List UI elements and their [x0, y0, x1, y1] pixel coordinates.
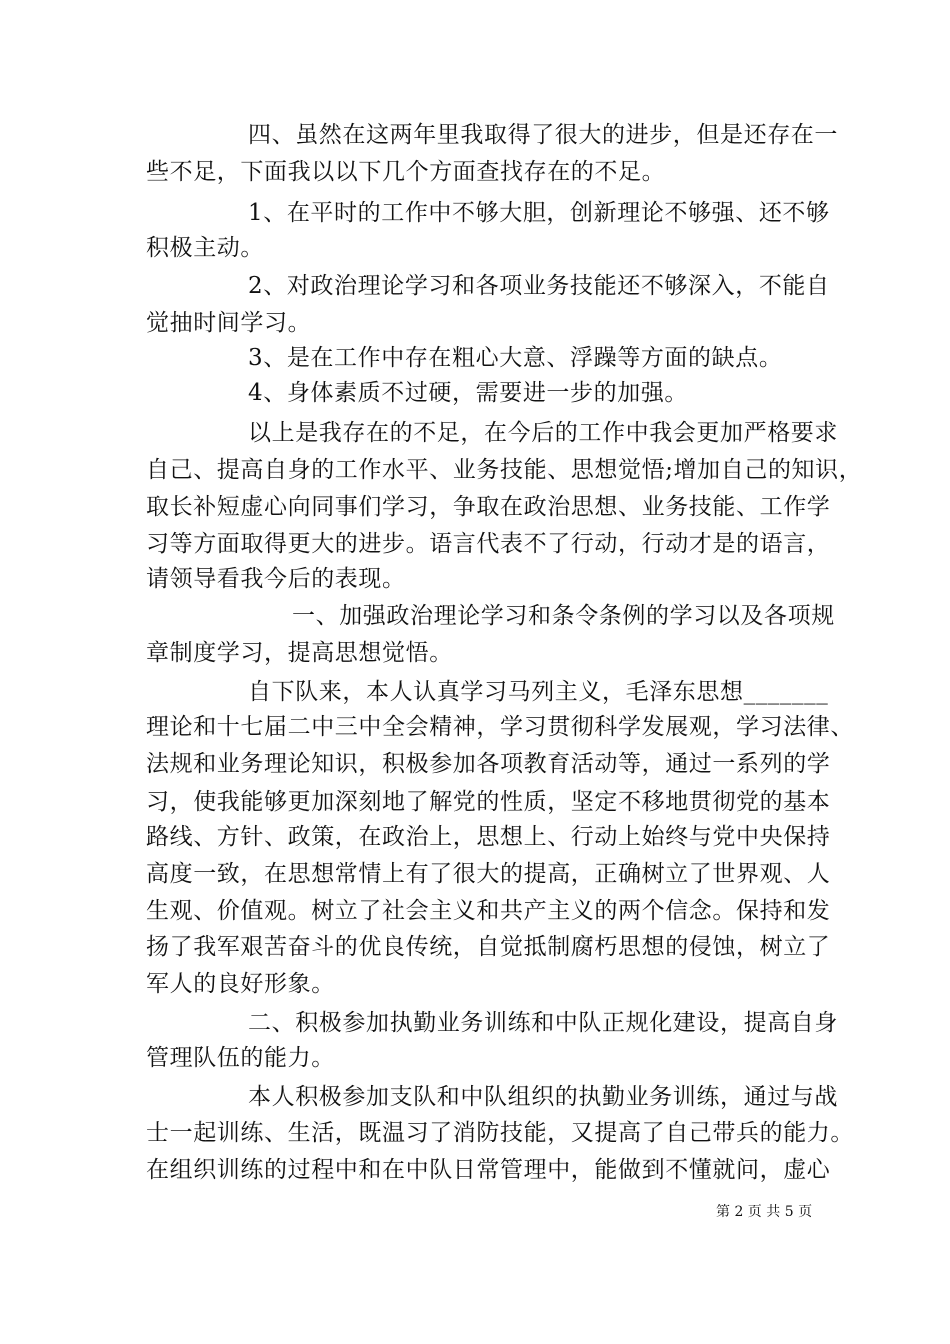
text-line: 在组织训练的过程中和在中队日常管理中，能做到不懂就问，虚心 — [146, 1157, 831, 1183]
text-line: 些不足，下面我以以下几个方面查找存在的不足。 — [146, 159, 666, 185]
text-line: 以上是我存在的不足，在今后的工作中我会更加严格要求 — [248, 420, 838, 446]
text-line: 取长补短虚心向同事们学习，争取在政治思想、业务技能、工作学 — [146, 494, 831, 520]
section-heading: 一、加强政治理论学习和条令条例的学习以及各项规 — [292, 603, 835, 629]
text-line: 军人的良好形象。 — [146, 971, 335, 997]
text-line: 理论和十七届二中三中全会精神，学习贯彻科学发展观，学习法律、 — [146, 714, 854, 740]
section-heading: 管理队伍的能力。 — [146, 1045, 335, 1071]
text-line: 1、在平时的工作中不够大胆，创新理论不够强、还不够 — [248, 200, 830, 226]
text-line: 4、身体素质不过硬，需要进一步的加强。 — [248, 380, 689, 406]
text-line: 生观、价值观。树立了社会主义和共产主义的两个信念。保持和发 — [146, 898, 831, 924]
text-line: 本人积极参加支队和中队组织的执勤业务训练，通过与战 — [248, 1084, 838, 1110]
text-line: 扬了我军艰苦奋斗的优良传统，自觉抵制腐朽思想的侵蚀，树立了 — [146, 934, 831, 960]
section-heading: 章制度学习，提高思想觉悟。 — [146, 640, 453, 666]
section-heading: 二、积极参加执勤业务训练和中队正规化建设，提高自身 — [248, 1010, 838, 1036]
text-line: 高度一致，在思想常情上有了很大的提高，正确树立了世界观、人 — [146, 861, 831, 887]
text-line: 习等方面取得更大的进步。语言代表不了行动，行动才是的语言， — [146, 531, 831, 557]
text-line: 自下队来，本人认真学习马列主义，毛泽东思想_______ — [248, 679, 829, 705]
text-line: 3、是在工作中存在粗心大意、浮躁等方面的缺点。 — [248, 345, 783, 371]
text-line: 士一起训练、生活，既温习了消防技能，又提高了自己带兵的能力。 — [146, 1120, 854, 1146]
text-line: 积极主动。 — [146, 235, 264, 261]
text-line: 四、虽然在这两年里我取得了很大的进步，但是还存在一 — [248, 122, 838, 148]
text-line: 路线、方针、政策，在政治上，思想上、行动上始终与党中央保持 — [146, 824, 831, 850]
text-line: 请领导看我今后的表现。 — [146, 566, 406, 592]
text-line: 习，使我能够更加深刻地了解党的性质，坚定不移地贯彻党的基本 — [146, 789, 831, 815]
text-line: 自己、提高自身的工作水平、业务技能、思想觉悟;增加自己的知识， — [146, 457, 863, 483]
page-number: 第 2 页 共 5 页 — [716, 1204, 813, 1220]
text-line: 法规和业务理论知识，积极参加各项教育活动等，通过一系列的学 — [146, 751, 831, 777]
text-line: 2、对政治理论学习和各项业务技能还不够深入，不能自 — [248, 273, 830, 299]
text-line: 觉抽时间学习。 — [146, 310, 312, 336]
